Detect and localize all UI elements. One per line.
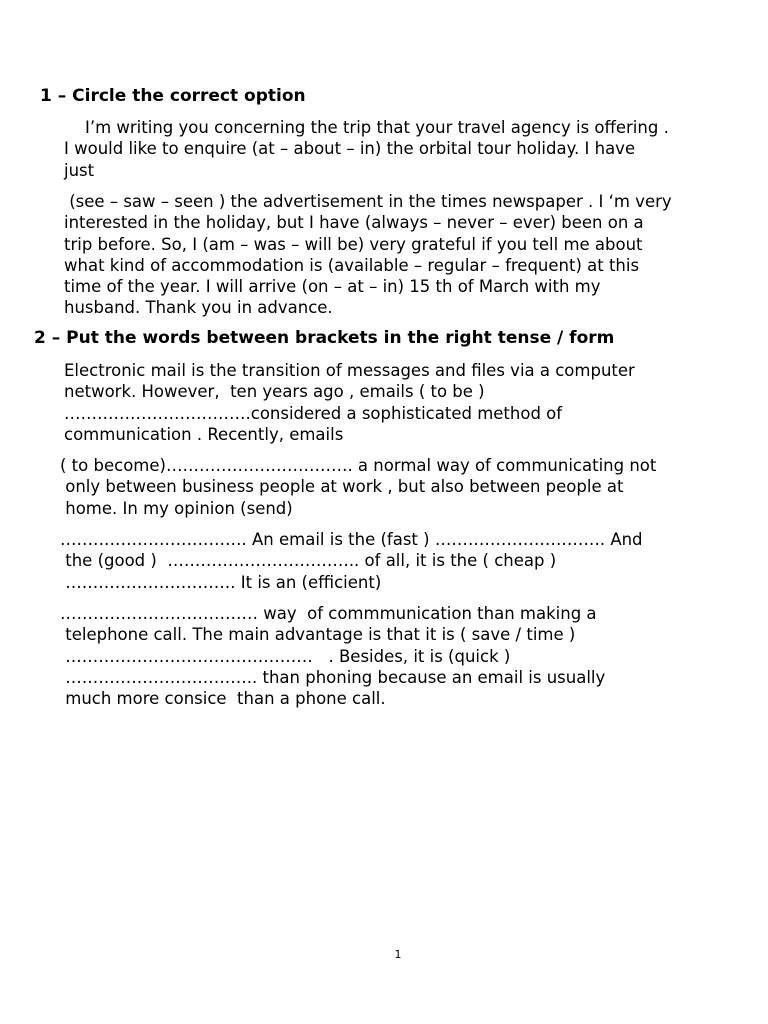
text-line: ( to become)……………………………. a normal way of communicating not — [60, 456, 657, 475]
text-line: much more consice than a phone call. — [60, 689, 386, 709]
text-line: only between business people at work , but also between people at — [60, 477, 624, 497]
section-2-paragraph-4 — [60, 603, 732, 709]
text-line: I’m writing you concerning the trip that your travel agency is offering . — [64, 118, 669, 137]
text-line: …………………………….. than phoning because an email is usually — [60, 667, 606, 687]
text-line: …………………………. It is an (efficient) — [60, 572, 382, 592]
page-number: 1 — [394, 948, 402, 961]
text-line: the (good ) …………………………….. of all, it is the ( cheap ) — [60, 551, 557, 571]
text-line: trip before. So, I (am – was – will be) very grateful if you tell me about — [64, 234, 643, 254]
section-1-heading: 1 – Circle the correct option — [40, 86, 306, 106]
section-2-paragraph-1 — [64, 360, 736, 445]
text-line: what kind of accommodation is (available – regular – frequent) at this — [64, 255, 640, 275]
text-line: just — [64, 160, 95, 180]
section-2-heading: 2 – Put the words between brackets in the right tense / form — [34, 328, 615, 348]
section-2-paragraph-2 — [60, 455, 732, 519]
text-line: network. However, ten years ago , emails ( to be ) — [64, 382, 485, 402]
text-line: time of the year. I will arrive (on – at – in) 15 th of March with my — [64, 277, 601, 297]
text-line: (see – saw – seen ) the advertisement in the times newspaper . I ‘m very — [64, 192, 672, 211]
text-line: communication . Recently, emails — [64, 424, 344, 444]
text-line: ……………………………. An email is the (fast ) …………………………. And — [60, 530, 643, 549]
section-1-paragraph-2 — [64, 191, 736, 319]
text-line: interested in the holiday, but I have (always – never – ever) been on a — [64, 213, 644, 233]
text-line: husband. Thank you in advance. — [64, 298, 333, 318]
text-line: home. In my opinion (send) — [60, 498, 293, 518]
text-line: ……………………………………… . Besides, it is (quick ) — [60, 646, 511, 666]
text-line: telephone call. The main advantage is that it is ( save / time ) — [60, 625, 576, 645]
text-line: …………………………….considered a sophisticated method of — [64, 403, 563, 423]
text-line: I would like to enquire (at – about – in) the orbital tour holiday. I have — [64, 139, 636, 159]
section-1-paragraph-1 — [64, 117, 736, 181]
text-line: ……………………………… way of commmunication than making a — [60, 604, 597, 623]
section-2-paragraph-3 — [60, 529, 732, 593]
text-line: Electronic mail is the transition of messages and files via a computer — [64, 361, 635, 380]
